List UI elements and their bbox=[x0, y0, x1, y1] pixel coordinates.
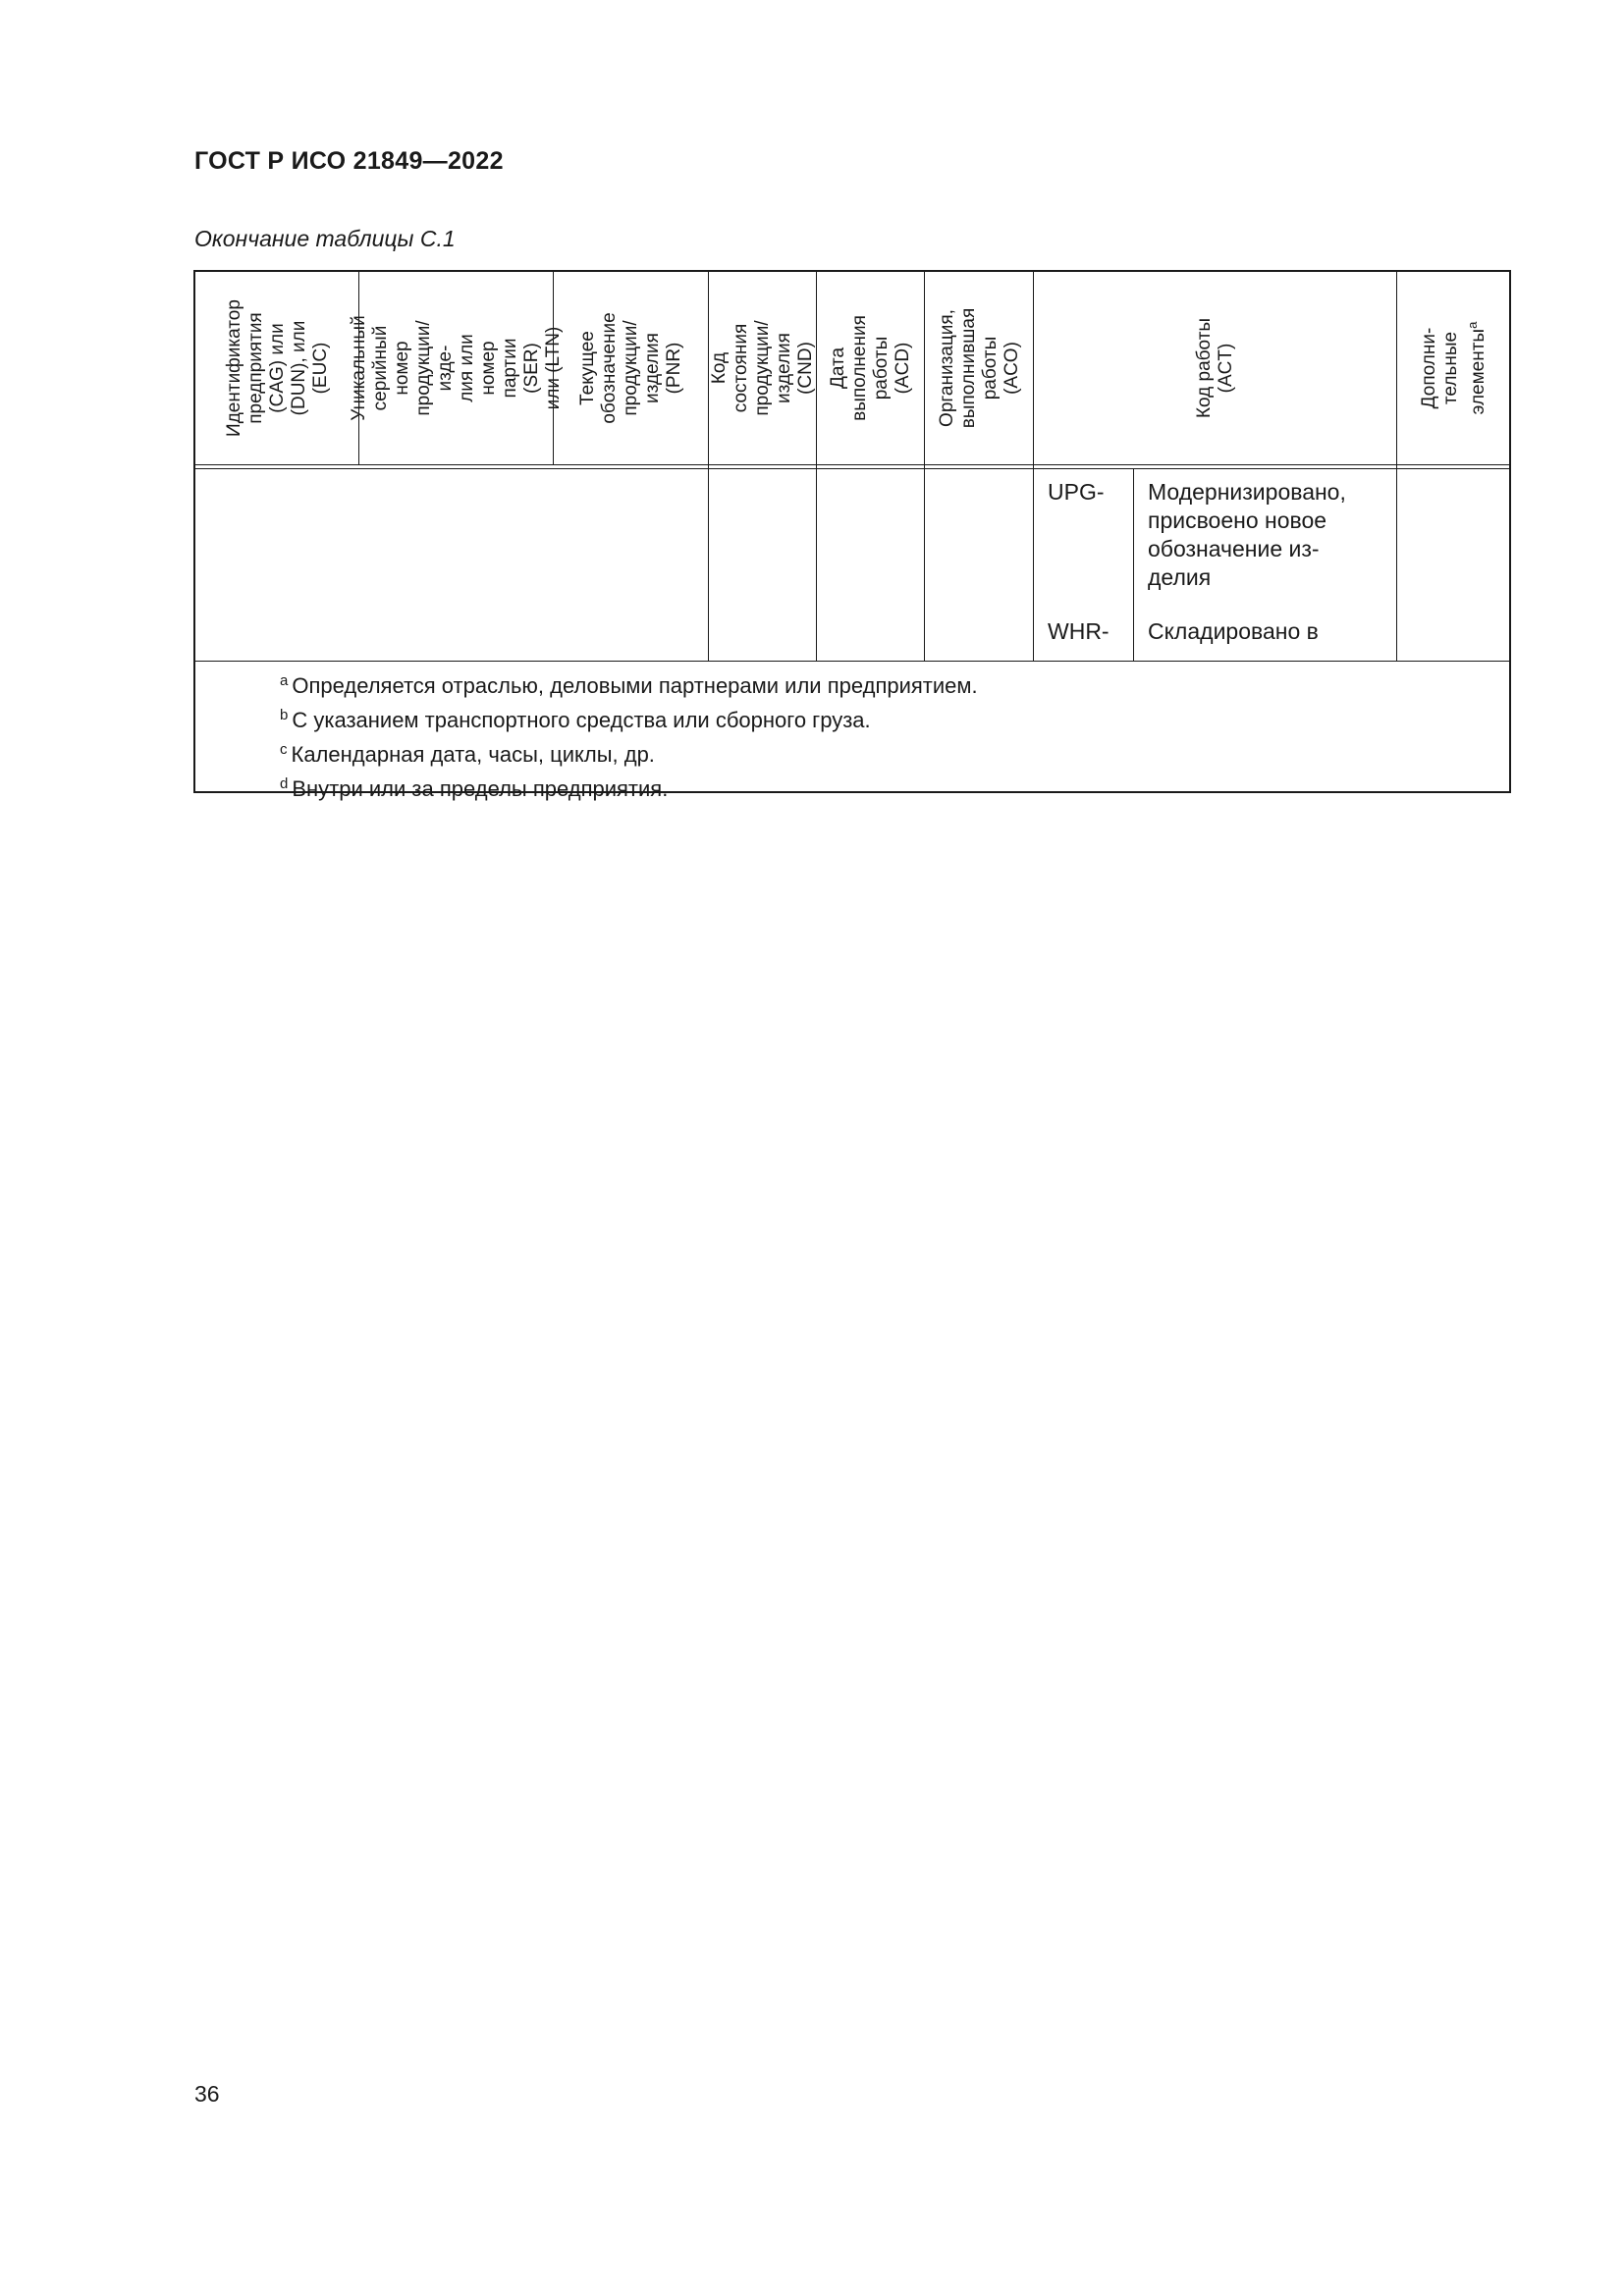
note-text: С указанием транспортного средства или сборного груза. bbox=[292, 708, 871, 732]
column-header-action-date bbox=[817, 272, 925, 464]
table-note bbox=[280, 770, 978, 804]
column-header-label bbox=[1419, 322, 1489, 415]
column-header-label: Текущее обозначение продукции/ изделия (PNR) bbox=[577, 312, 684, 424]
column-header-additional bbox=[1397, 272, 1511, 464]
note-mark: d bbox=[280, 775, 289, 792]
column-header-condition-code bbox=[709, 272, 817, 464]
note-mark: c bbox=[280, 741, 288, 758]
column-header-action-code bbox=[1034, 272, 1397, 464]
column-divider bbox=[1033, 272, 1034, 661]
table-note bbox=[280, 735, 978, 770]
column-header-label: Уникальный серийный номер продукции/изде- лия или номер партии (SER) или (LTN) bbox=[349, 315, 564, 421]
column-header-label: Организация, выполнившая работы (ACO) bbox=[936, 307, 1022, 429]
column-divider bbox=[553, 272, 554, 464]
data-table bbox=[193, 270, 1511, 801]
action-description: Складировано в bbox=[1148, 618, 1319, 644]
column-divider bbox=[816, 272, 817, 661]
column-header-action-org bbox=[925, 272, 1034, 464]
column-header-serial-number bbox=[349, 272, 564, 464]
header-rule bbox=[195, 464, 1509, 465]
column-header-part-number bbox=[554, 272, 709, 464]
column-header-label: Код работы (ACT) bbox=[1194, 317, 1236, 419]
column-header-label: Дата выполнения работы (ACD) bbox=[828, 315, 913, 421]
header-rule bbox=[195, 468, 1509, 469]
column-divider bbox=[358, 272, 359, 464]
column-header-label: Идентификатор предприятия (CAG) или (DUN), или (EUC) bbox=[223, 299, 331, 437]
column-header-enterprise-id bbox=[195, 272, 359, 464]
column-divider bbox=[924, 272, 925, 661]
note-text: Внутри или за пределы предприятия. bbox=[292, 776, 669, 801]
table-caption: Окончание таблицы С.1 bbox=[194, 226, 456, 251]
column-divider bbox=[708, 272, 709, 661]
action-code: WHR- bbox=[1048, 618, 1110, 644]
action-code: UPG- bbox=[1048, 479, 1105, 505]
table-note bbox=[280, 701, 978, 735]
notes-rule bbox=[195, 661, 1509, 662]
column-divider bbox=[1396, 272, 1397, 661]
action-description: Модернизировано, присвоено новое обозначение из- делия bbox=[1148, 479, 1346, 590]
table-notes bbox=[280, 667, 978, 804]
table-note bbox=[280, 667, 978, 701]
column-header-label: Код состояния продукции/ изделия (CND) bbox=[709, 320, 816, 416]
document-header: ГОСТ Р ИСО 21849—2022 bbox=[194, 147, 504, 175]
note-text: Календарная дата, часы, циклы, др. bbox=[291, 742, 655, 767]
column-divider bbox=[1133, 468, 1134, 661]
note-mark: b bbox=[280, 707, 289, 723]
footnote-mark: a bbox=[1464, 321, 1480, 329]
note-text: Определяется отраслью, деловыми партнерами или предприятием. bbox=[292, 673, 978, 698]
note-mark: a bbox=[280, 672, 289, 689]
column-header-text: Дополни- тельные элементы bbox=[1418, 327, 1489, 415]
page-number: 36 bbox=[194, 2081, 220, 2107]
